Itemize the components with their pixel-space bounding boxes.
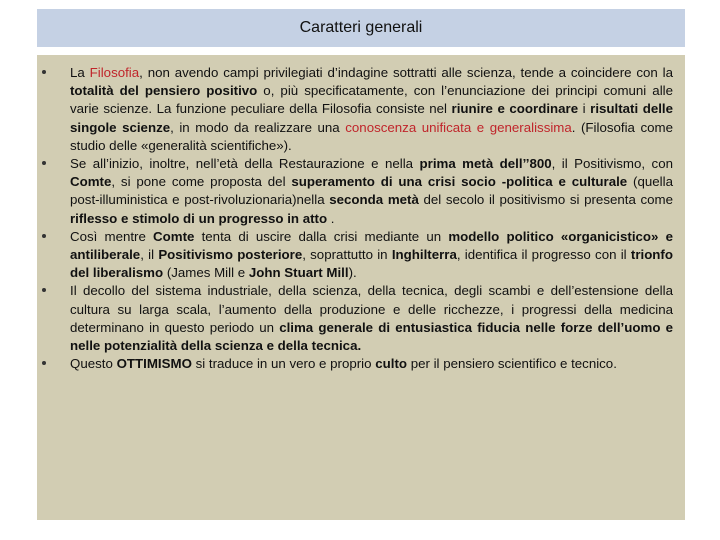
text-run: , in modo da realizzare una	[170, 119, 346, 135]
text-run: ).	[348, 265, 357, 281]
bold-text: culto	[375, 356, 407, 372]
text-run: . (Filosofia come studio delle «generalità scientifiche»).	[70, 119, 673, 153]
bold-text: Inghilterra	[391, 247, 457, 263]
bold-text: seconda metà	[329, 192, 419, 208]
bold-text: riunire e coordinare	[451, 101, 579, 117]
bullet-item	[37, 355, 685, 373]
bullet-text	[70, 283, 673, 353]
bold-text: OTTIMISMO	[116, 356, 192, 372]
bold-text: John Stuart Mill	[248, 265, 349, 281]
bold-text: trionfo del liberalismo	[70, 247, 673, 281]
text-run: (James Mill e	[163, 265, 249, 281]
bold-text: Comte	[153, 228, 195, 244]
bullet-list	[37, 64, 685, 373]
bold-text: risultati delle singole scienze	[70, 101, 673, 135]
title-bar	[37, 9, 685, 47]
highlighted-text: Filosofia	[89, 65, 140, 80]
bold-text: Positivismo posteriore	[158, 247, 303, 263]
text-run: per il pensiero scientifico e tecnico.	[407, 356, 617, 372]
bullet-text	[70, 356, 617, 371]
content-box	[37, 55, 685, 520]
bullet-item	[37, 64, 685, 155]
bullet-dot-icon	[42, 361, 46, 365]
bold-text: clima generale di entusiastica fiducia nelle forze dell’uomo e nelle potenzialità della scienza e della tecnica.	[70, 319, 673, 354]
bullet-dot-icon	[42, 161, 46, 165]
text-run: , non avendo campi privilegiati d’indagine sottratti alle scienza, tende a coincidere con la	[139, 65, 673, 80]
text-run: La	[70, 65, 90, 80]
text-run: Questo	[70, 356, 117, 372]
bold-text: Comte	[70, 174, 112, 190]
bullet-item	[37, 282, 685, 355]
text-run: .	[327, 210, 335, 226]
text-run: i	[578, 101, 591, 117]
slide-title: Caratteri generali	[299, 19, 423, 36]
bullet-text	[70, 65, 673, 153]
bullet-text	[70, 229, 673, 280]
text-run: o, più specificatamente, con l’enunciazione dei principi comuni alle varie scienze. La funzione peculiare della Filosofia consiste nel	[70, 83, 673, 117]
bold-text: modello politico «organicistico» e antiliberale	[70, 228, 673, 263]
text-run: , si pone come proposta del	[111, 174, 292, 190]
text-run: tenta di uscire dalla crisi mediante un	[194, 228, 449, 244]
text-run: , soprattutto in	[302, 247, 392, 263]
bold-text: riflesso e stimolo di un progresso in atto	[70, 210, 328, 226]
text-run: , il Positivismo, con	[551, 156, 673, 172]
text-run: si traduce in un vero e proprio	[191, 356, 376, 372]
text-run: del secolo il positivismo si presenta come	[418, 192, 673, 208]
bullet-dot-icon	[42, 70, 46, 74]
bold-text: superamento di una crisi socio -politica e culturale	[291, 174, 628, 190]
bullet-text	[70, 156, 673, 226]
bullet-item	[37, 228, 685, 283]
text-run: , identifica il progresso con il	[456, 247, 631, 263]
bold-text: totalità del pensiero positivo	[70, 83, 258, 99]
bullet-dot-icon	[42, 288, 46, 292]
highlighted-text: conoscenza unificata e generalissima	[345, 119, 572, 135]
text-run: Il decollo del sistema industriale, della scienza, della tecnica, degli scambi e dell’estensione della cultura su larga scala, l’aumento della produzione e delle ricchezze, i progressi della medicina determinano in questo periodo un	[70, 283, 673, 335]
text-run: , il	[140, 247, 159, 263]
text-run: Così mentre	[70, 228, 154, 244]
bullet-item	[37, 155, 685, 228]
bold-text: prima metà dell’’800	[419, 156, 552, 172]
text-run: (quella post-illuministica e post-rivoluzionaria)nella	[70, 174, 673, 208]
bullet-dot-icon	[42, 234, 46, 238]
text-run: Se all’inizio, inoltre, nell’età della Restaurazione e nella	[70, 156, 420, 172]
